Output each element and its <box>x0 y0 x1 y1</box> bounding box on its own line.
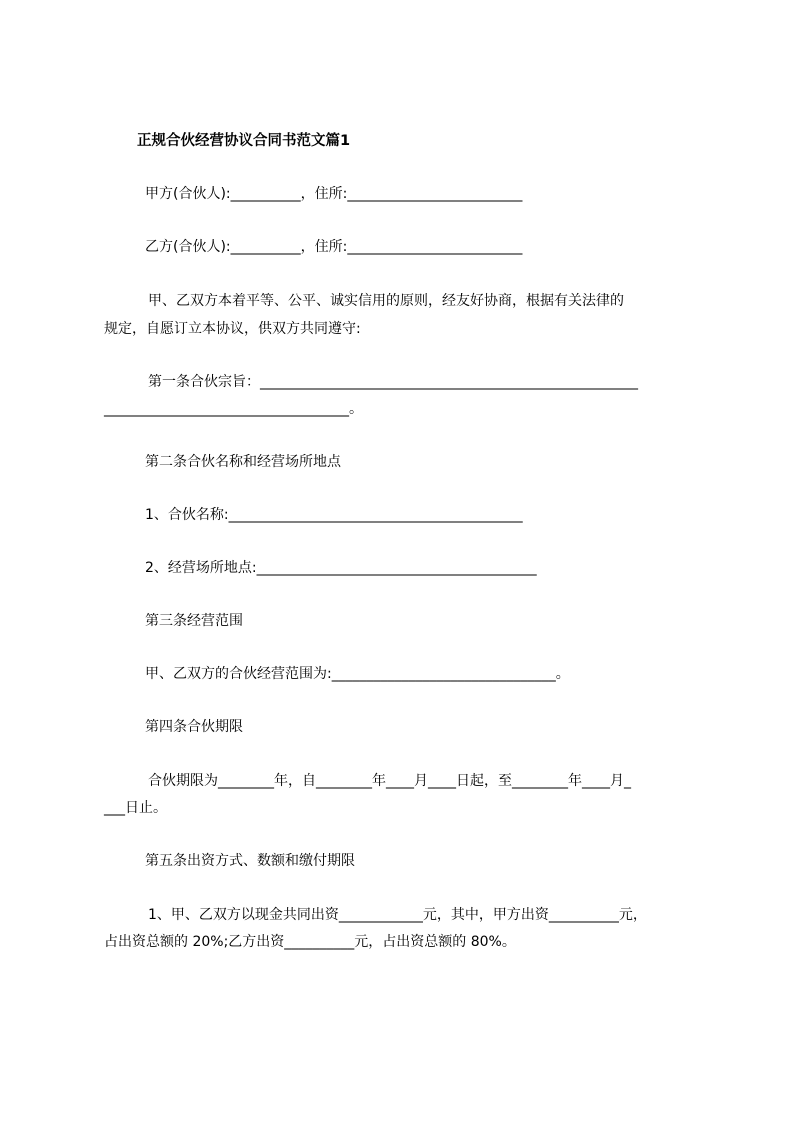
article1-line-1: 第一条合伙宗旨：______________________________________________________ <box>148 374 638 390</box>
document-title: 正规合伙经营协议合同书范文篇1 <box>137 133 351 149</box>
article5-heading: 第五条出资方式、数额和缴付期限 <box>145 853 355 869</box>
article5-line-2: 占出资总额的 20%;乙方出资__________元，占出资总额的 80%。 <box>104 934 516 950</box>
article4-line-1: 合伙期限为________年，自________年____月____日起，至________年____月_ <box>148 773 631 789</box>
article4-heading: 第四条合伙期限 <box>145 719 243 735</box>
party-a-line: 甲方(合伙人):__________，住所:_________________________ <box>145 186 523 202</box>
article5-line-1: 1、甲、乙双方以现金共同出资____________元，其中，甲方出资__________元， <box>148 907 647 923</box>
intro-paragraph-line-2: 规定，自愿订立本协议，供双方共同遵守: <box>104 321 361 337</box>
article1-line-2: ___________________________________。 <box>104 401 363 417</box>
article3-heading: 第三条经营范围 <box>145 613 243 629</box>
article3-text: 甲、乙双方的合伙经营范围为:________________________________。 <box>145 666 570 682</box>
article2-item-1: 1、合伙名称:__________________________________________ <box>145 507 523 523</box>
article4-line-2: ___日止。 <box>104 800 167 816</box>
party-b-line: 乙方(合伙人):__________，住所:_________________________ <box>145 239 523 255</box>
article2-heading: 第二条合伙名称和经营场所地点 <box>145 454 341 470</box>
intro-paragraph-line-1: 甲、乙双方本着平等、公平、诚实信用的原则，经友好协商，根据有关法律的 <box>148 293 624 309</box>
article2-item-2: 2、经营场所地点:________________________________________ <box>145 560 537 576</box>
